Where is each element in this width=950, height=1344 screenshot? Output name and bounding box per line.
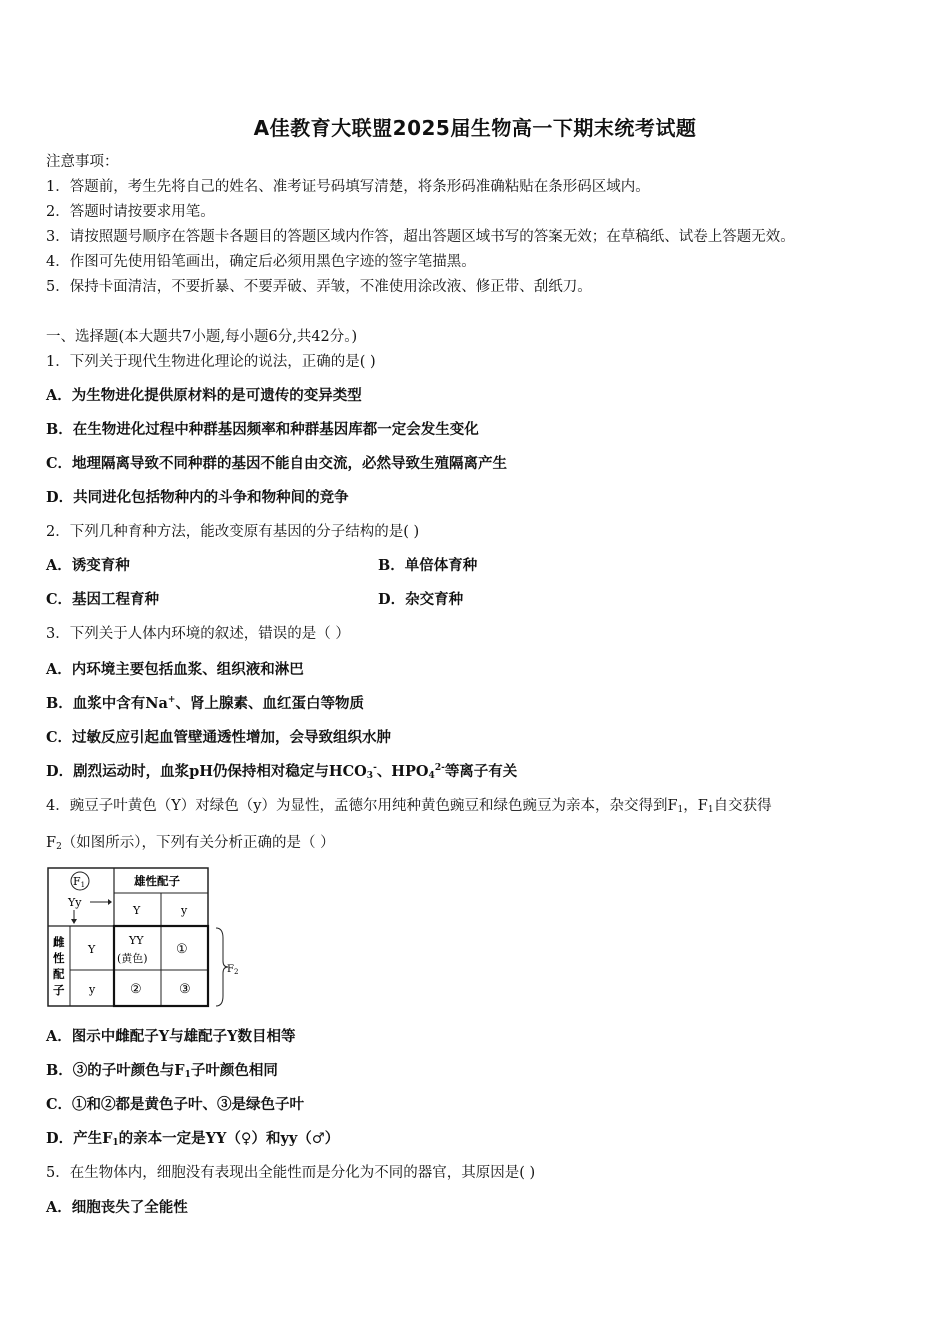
question-2-stem: 2．下列几种育种方法，能改变原有基因的分子结构的是( ) <box>46 524 420 540</box>
question-2-option-d: D．杂交育种 <box>378 591 464 608</box>
question-2-option-b: B．单倍体育种 <box>378 557 478 574</box>
cell-yy: YY <box>129 934 144 947</box>
question-5-stem: 5．在生物体内，细胞没有表现出全能性而是分化为不同的器官，其原因是( ) <box>46 1165 536 1181</box>
notice-item-3: 3．请按照题号顺序在答题卡各题目的答题区域内作答，超出答题区域书写的答案无效；在草稿纸、试卷上答题无效。 <box>46 229 795 245</box>
question-3-option-b: B．血浆中含有Na+、肾上腺素、血红蛋白等物质 <box>46 695 364 712</box>
cell-1: ① <box>176 942 188 957</box>
punnett-square-svg <box>46 866 246 1010</box>
arrow-right-head <box>108 899 112 905</box>
question-1-option-d: D．共同进化包括物种内的斗争和物种间的竞争 <box>46 489 349 506</box>
question-3-option-c: C．过敏反应引起血管壁通透性增加，会导致组织水肿 <box>46 729 392 746</box>
section-heading: 一、选择题(本大题共7小题,每小题6分,共42分。) <box>46 329 358 345</box>
notice-item-1: 1．答题前，考生先将自己的姓名、准考证号码填写清楚，将条形码准确粘贴在条形码区域内。 <box>46 179 650 195</box>
female-gamete-lower: y <box>89 983 96 996</box>
question-3-option-d: D．剧烈运动时，血浆pH仍保持相对稳定与$HCO_3^-$、$HPO_4^{2-}$等离子有关 <box>46 763 518 781</box>
male-gametes-header: 雄性配子 <box>134 874 180 888</box>
question-1-stem: 1．下列关于现代生物进化理论的说法，正确的是( ) <box>46 354 376 370</box>
cell-3: ③ <box>179 982 191 997</box>
notice-item-4: 4．作图可先使用铅笔画出，确定后必须用黑色字迹的签字笔描黑。 <box>46 254 476 270</box>
parent-genotype: Yy <box>68 896 82 909</box>
notice-item-5: 5．保持卡面清洁，不要折暴、不要弄破、弄皱，不准使用涂改液、修正带、刮纸刀。 <box>46 279 592 295</box>
f1-label: F1 <box>73 875 86 889</box>
notice-heading: 注意事项： <box>46 154 119 170</box>
question-4-stem-line-2: $F_2$（如图所示），下列有关分析正确的是（ ） <box>46 835 335 852</box>
question-5-option-a: A．细胞丧失了全能性 <box>46 1199 188 1216</box>
page-title: A佳教育大联盟2025届生物高一下期末统考试题 <box>253 116 697 140</box>
question-3-stem: 3．下列关于人体内环境的叙述，错误的是（ ） <box>46 626 350 642</box>
punnett-square-diagram <box>46 866 246 1010</box>
question-4-option-d: D．产生$F_1$的亲本一定是YY（♀）和yy（♂） <box>46 1130 340 1148</box>
question-4-option-c: C．①和②都是黄色子叶、③是绿色子叶 <box>46 1096 305 1113</box>
question-3-option-a: A．内环境主要包括血浆、组织液和淋巴 <box>46 661 304 678</box>
question-4-option-a: A．图示中雌配子Y与雄配子Y数目相等 <box>46 1028 296 1045</box>
question-4-option-b: B．③的子叶颜色与$F_1$子叶颜色相同 <box>46 1062 278 1080</box>
question-2-option-c: C．基因工程育种 <box>46 591 160 608</box>
cell-2: ② <box>130 982 142 997</box>
f2-label: $F_2$ <box>227 964 239 976</box>
question-1-option-a: A．为生物进化提供原材料的是可遗传的变异类型 <box>46 387 362 404</box>
question-1-option-b: B．在生物进化过程中种群基因频率和种群基因库都一定会发生变化 <box>46 421 479 438</box>
female-header-char-4: 子 <box>53 983 65 997</box>
question-2-option-a: A．诱变育种 <box>46 557 130 574</box>
cell-yy-note: (黄色) <box>117 952 148 965</box>
female-header-char-3: 配 <box>53 967 65 981</box>
female-header-char-1: 雌 <box>53 935 65 949</box>
question-1-option-c: C．地理隔离导致不同种群的基因不能自由交流，必然导致生殖隔离产生 <box>46 455 508 472</box>
question-4-stem-line-1: 4．豌豆子叶黄色（Y）对绿色（y）为显性，孟德尔用纯种黄色豌豆和绿色豌豆为亲本，杂交得到$F_1$，$F_1$自交获得 <box>46 798 772 815</box>
male-gamete-upper: Y <box>133 904 141 917</box>
notice-item-2: 2．答题时请按要求用笔。 <box>46 204 215 220</box>
male-gamete-lower: y <box>181 904 188 917</box>
arrow-down-head <box>71 919 77 924</box>
female-header-char-2: 性 <box>53 951 65 965</box>
female-gamete-upper: Y <box>88 943 96 956</box>
